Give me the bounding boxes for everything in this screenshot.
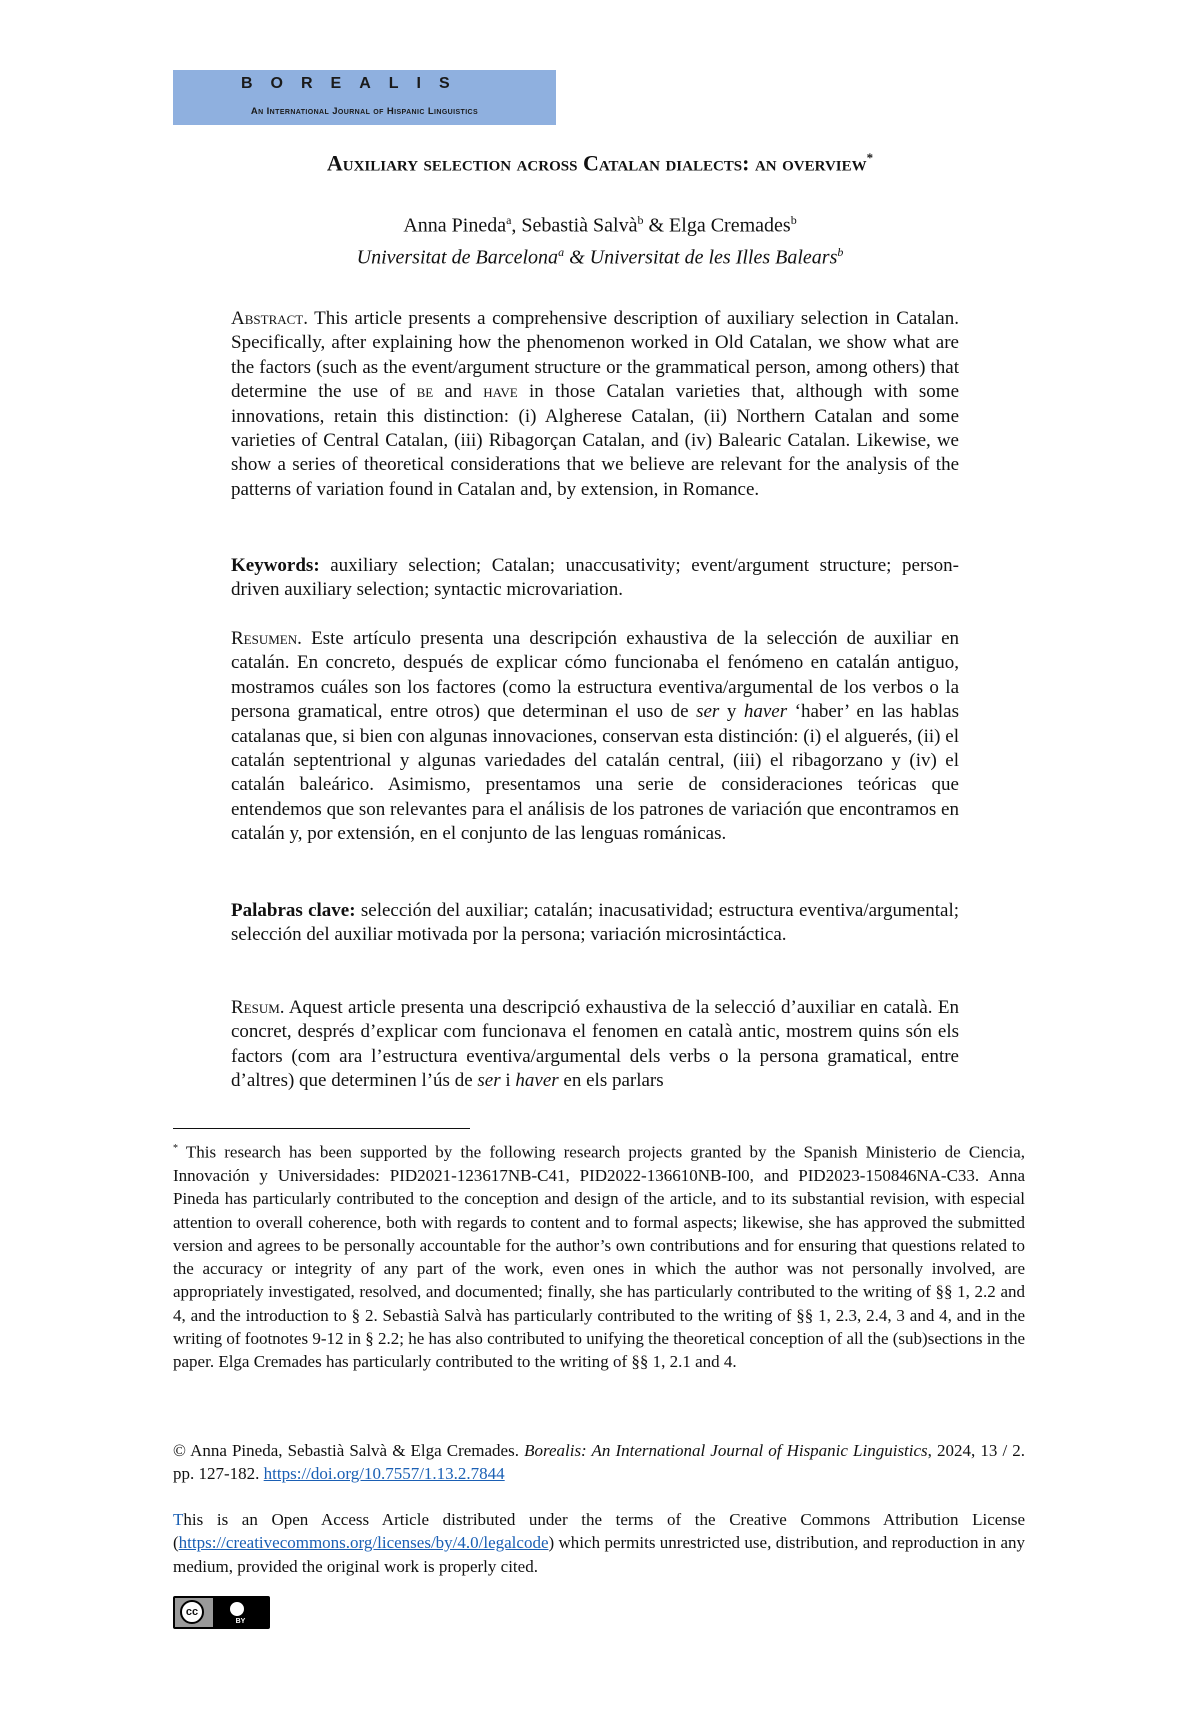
footnote-text: This research has been supported by the following research projects granted by the Spanish Ministerio de Ciencia, Innovación y Universidades: PID2021-123617NB-C41, PID2022-136610NB-I00, and PID2023-150846NA-C33. Anna Pineda has particularly contributed to the conception and design of the article, and to its substantial revision, with especial attention to overall coherence, both with regards to content and to formal aspects; likewise, she has approved the submitted version and agrees to be personally accountable for the author’s own contributions and for ensuring that questions related to the accuracy or integrity of any part of the work, even ones in which the author was not personally involved, are appropriately investigated, resolved, and documented; finally, she has particularly contributed to the writing of §§ 1, 2.2 and 4, and the introduction to § 2. Sebastià Salvà has particularly contributed to the writing of §§ 1, 2.3, 2.4, 3 and 4, and in the writing of footnotes 9-12 in § 2.2; he has also contributed to unifying the theoretical conception of all the (sub)sections in the paper. Elga Cremades has particularly contributed to the writing of §§ 1, 2.1 and 4. [173,1142,1025,1372]
article-title-text: Auxiliary selection across Catalan dialects: an overview [326,150,867,176]
author-sup: a [506,213,512,227]
resumen-text: . Este artículo presenta una descripción exhaustiva de la selección de auxiliar en catalán. En concreto, después de explicar cómo funcionaba el fenómeno en catalán antiguo, mostramos cuáles son los factores (como la estructura eventiva/argumental de los verbos o la persona gramatical, entre otros) que determinan el uso de [231,628,959,723]
by-attribution-area [213,1598,268,1627]
abstract-term: be [416,381,434,403]
affiliation: Universitat de Barcelona [356,246,559,269]
journal-name: BOREALIS [241,75,468,92]
resumen-text: ‘haber’ en las hablas catalanas que, si bien con algunas innovaciones, conservan esta distinción: (i) el alguerés, (ii) el catalán septentrional y algunas variedades del catalán central, (iii) el ribagorzano y (iv) el catalán baleárico. Asimismo, presentamos una serie de consideraciones teóricas que entendemos que son relevantes para el análisis de los patrones de variación que encontramos en catalán y, por extensión, en el conjunto de las lenguas románicas. [231,701,959,845]
cc-icon: cc [180,1600,204,1624]
license-text: ) which permits unrestricted use, distribution, and reproduction in any medium, provided the original work is properly cited. [173,1533,1025,1576]
resum-term: ser [477,1070,501,1092]
title-footnote-mark[interactable]: * [866,150,874,165]
license-link[interactable]: https://creativecommons.org/licenses/by/4.0/legalcode [178,1533,549,1553]
article-title [0,150,1200,176]
abstract-text: and [433,381,484,403]
license-initial: T [173,1510,184,1529]
resum-text: . Aquest article presenta una descripció exhaustiva de la selecció d’auxiliar en català. En concret, després d’explicar com funcionava el fenomen en català antic, mostrem quins són els factors (com ara l’estructura eventiva/argumental dels verbs o la persona gramatical, entre d’altres) que determinen l’ús de [231,997,959,1092]
resum-text: en els parlars [558,1070,664,1092]
palabras-label: Palabras clave: [231,900,356,921]
author-name: , Sebastià Salvà [511,214,638,237]
citation-journal: Borealis: An International Journal of Hispanic Linguistics [524,1441,928,1460]
journal-subtitle: An International Journal of Hispanic Linguistics [250,106,479,117]
citation-text: © Anna Pineda, Sebastià Salvà & Elga Cremades. [173,1441,525,1460]
resumen-label: Resumen [231,628,298,649]
citation-text: , 2024, 13 / 2. pp. 127-182. [173,1441,1026,1484]
by-label: BY [235,1618,246,1625]
keywords-english [231,554,959,603]
license-notice [173,1508,1025,1578]
footnote-mark: * [173,1143,178,1154]
resumen-term: haver [743,701,788,723]
resumen-text: y [719,701,744,723]
abstract-spanish [231,627,959,847]
footnote-divider [173,1128,470,1129]
affiliation-sup: b [837,244,844,259]
abstract-term: have [483,381,518,403]
abstract-english [231,307,959,502]
abstract-label: Abstract [231,308,304,329]
author-block [0,207,1200,270]
author-name: & Elga Cremades [643,214,791,237]
keywords-label: Keywords: [231,555,320,576]
footnote [173,1137,1025,1374]
author-list [0,207,1200,239]
keywords-spanish [231,899,959,948]
abstract-catalan [231,996,959,1094]
resum-label: Resum [231,997,280,1018]
palabras-text: selección del auxiliar; catalán; inacusatividad; estructura eventiva/argumental; selección del auxiliar motivada por la persona; variación microsintáctica. [231,900,959,946]
resum-text: i [500,1070,516,1092]
resumen-term: ser [696,701,720,723]
author-sup: b [790,213,797,227]
author-sup: b [637,213,644,227]
license-text: his is an Open Access Article distributed under the terms of the Creative Commons Attribution License ( [173,1510,1025,1553]
keywords-text: auxiliary selection; Catalan; unaccusativity; event/argument structure; person-driven auxiliary selection; syntactic microvariation. [231,555,959,601]
cc-by-license-badge[interactable] [173,1596,270,1629]
journal-banner [173,70,556,125]
author-name: Anna Pineda [403,214,507,237]
citation [173,1439,1025,1486]
abstract-text: in those Catalan varieties that, although with some innovations, retain this distinction: (i) Algherese Catalan, (ii) Northern Catalan and some varieties of Central Catalan, (iii) Ribagorçan Catalan, and (iv) Balearic Catalan. Likewise, we show a series of theoretical considerations that we believe are relevant for the analysis of the patterns of variation found in Catalan and, by extension, in Romance. [231,381,959,500]
doi-link[interactable]: https://doi.org/10.7557/1.13.2.7844 [263,1464,505,1484]
affiliation: & Universitat de les Illes Balears [564,246,838,269]
abstract-text: . This article presents a comprehensive description of auxiliary selection in Catalan. Specifically, after explaining how the phenomenon worked in Old Catalan, we show what are the factors (such as the event/argument structure or the grammatical person, among others) that determine the use of [231,308,959,403]
affiliation-sup: a [558,244,565,259]
resum-term: haver [515,1070,559,1092]
affiliations [0,239,1200,271]
person-icon [228,1600,246,1618]
